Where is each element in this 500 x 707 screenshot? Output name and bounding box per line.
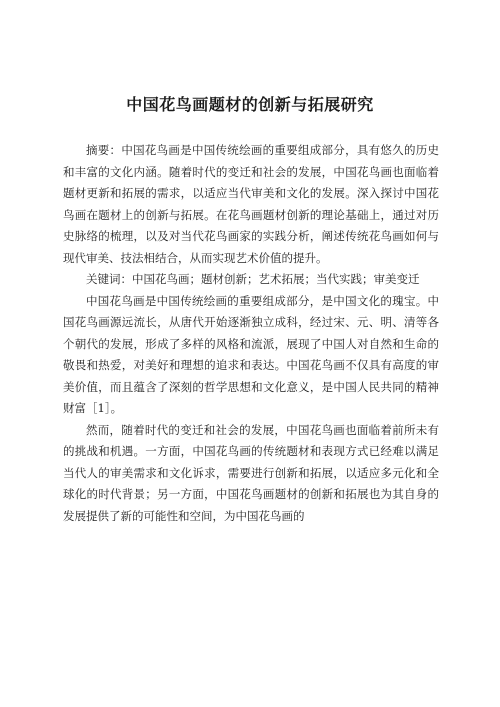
document-body	[63, 140, 439, 527]
body-paragraph: 中国花鸟画是中国传统绘画的重要组成部分，是中国文化的瑰宝。中国花鸟画源远流长，从唐代开始逐渐独立成科，经过宋、元、明、清等各个朝代的发展，形成了多样的风格和流派，展现了中国人对自然和生命的敬畏和热爱，对美好和理想的追求和表达。中国花鸟画不仅具有高度的审美价值，而且蕴含了深刻的哲学思想和文化意义，是中国人民共同的精神财富［1］。	[63, 293, 439, 415]
document-title: 中国花鸟画题材的创新与拓展研究	[126, 95, 374, 114]
abstract-paragraph: 摘要：中国花鸟画是中国传统绘画的重要组成部分，具有悠久的历史和丰富的文化内涵。随着时代的变迁和社会的发展，中国花鸟画也面临着题材更新和拓展的需求，以适应当代审美和文化的发展。深入探讨中国花鸟画在题材上的创新与拓展。在花鸟画题材创新的理论基础上，通过对历史脉络的梳理，以及对当代花鸟画家的实践分析，阐述传统花鸟画如何与现代审美、技法相结合，从而实现艺术价值的提升。	[63, 143, 439, 265]
body-paragraph: 然而，随着时代的变迁和社会的发展，中国花鸟画也面临着前所未有的挑战和机遇。一方面，中国花鸟画的传统题材和表现方式已经难以满足当代人的审美需求和文化诉求，需要进行创新和拓展，以适应多元化和全球化的时代背景；另一方面，中国花鸟画题材的创新和拓展也为其自身的发展提供了新的可能性和空间，为中国花鸟画的	[63, 422, 439, 523]
keywords-paragraph: 关键词：中国花鸟画；题材创新；艺术拓展；当代实践；审美变迁	[86, 272, 420, 286]
